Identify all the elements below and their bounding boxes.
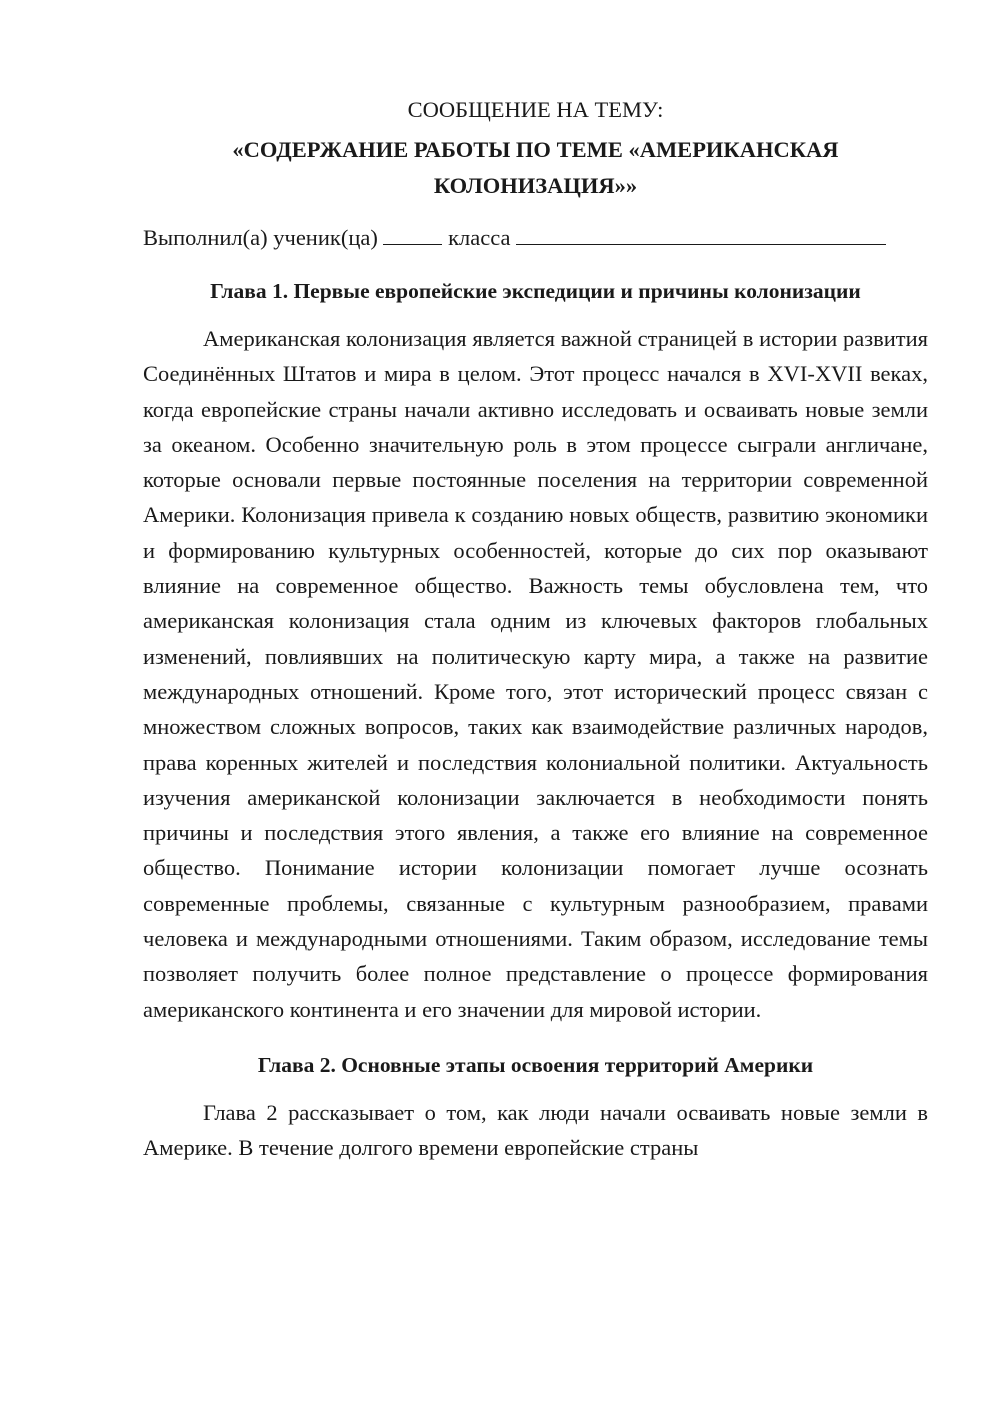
chapter-1-paragraph: Американская колонизация является важной страницей в истории развития Соединённых Штатов и мира в целом. Этот процесс начался в XVI-XVII веках, когда европейские страны начали активно исследовать и осваивать новые земли за океаном. Особенно значительную роль в этом процессе сыграли англичане, которые основали первые постоянные поселения на территории современной Америки. Колонизация привела к созданию новых обществ, развитию экономики и формированию культурных особенностей, которые до сих пор оказывают влияние на современное общество. Важность темы обусловлена тем, что американская колонизация стала одним из ключевых факторов глобальных изменений, повлиявших на политическую карту мира, а также на развитие международных отношений. Кроме того, этот исторический процесс связан с множеством сложных вопросов, таких как взаимодействие различных народов, права коренных жителей и последствия колониальной политики. Актуальность изучения американской колонизации заключается в необходимости понять причины и последствия этого явления, а также его влияние на современное общество. Понимание истории колонизации помогает лучше осознать современные проблемы, связанные с культурным разнообразием, правами человека и международными отношениями. Таким образом, исследование темы позволяет получить более полное представление о процессе формирования американского континента и его значении для мировой истории. [143, 326, 928, 1022]
class-number-blank [383, 222, 442, 245]
document-page [143, 92, 928, 1166]
author-prefix: Выполнил(а) ученик(ца) [143, 225, 378, 250]
chapter-2-title: Глава 2. Основные этапы освоения территорий Америки [257, 1052, 814, 1077]
document-heading: СООБЩЕНИЕ НА ТЕМУ: [407, 97, 664, 122]
document-title: «СОДЕРЖАНИЕ РАБОТЫ ПО ТЕМЕ «АМЕРИКАНСКАЯ КОЛОНИЗАЦИЯ»» [232, 137, 839, 198]
chapter-2-paragraph: Глава 2 рассказывает о том, как люди начали осваивать новые земли в Америке. В течение долгого времени европейские страны [143, 1099, 928, 1161]
author-line [143, 220, 928, 256]
student-name-blank [516, 222, 886, 245]
chapter-1-title: Глава 1. Первые европейские экспедиции и причины колонизации [210, 279, 861, 303]
author-class-word: класса [448, 225, 511, 250]
